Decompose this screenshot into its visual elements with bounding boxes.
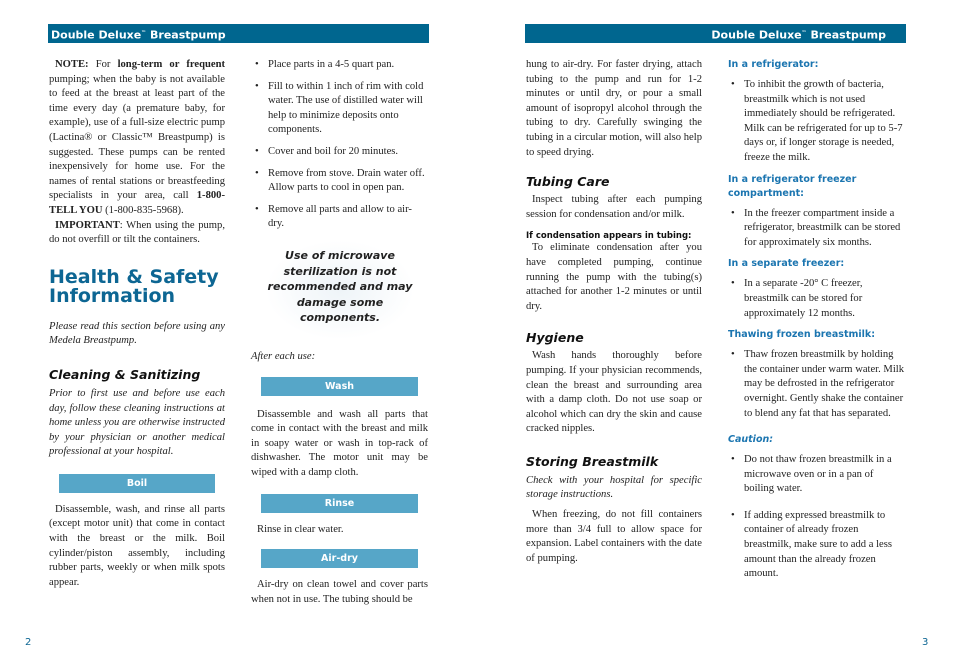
important-label: IMPORTANT: [55, 219, 120, 231]
wash-text: Disassemble and wash all parts that come in contact with the breast and milk in soapy water or wash in top-rack of dishwasher. The motor unit may be wiped with a damp cloth.: [251, 408, 428, 478]
t: For: [88, 59, 118, 70]
cleaning-intro: Prior to first use and before use each day, follow these cleaning instructions at home unless you are otherwise instructed by your physician or another medical professional at your hospital.: [49, 387, 225, 458]
thaw-heading: Thawing frozen breastmilk:: [728, 329, 876, 341]
header-bar-left: [48, 24, 429, 43]
after-each-use: After each use:: [251, 351, 316, 362]
list-item: • If adding expressed breastmilk to container of already frozen breastmilk, make sure to add a less amount than the already frozen amount.: [744, 509, 905, 582]
storing-heading: Storing Breastmilk: [526, 453, 659, 469]
list-item: • Fill to within 1 inch of rim with cold water. The use of distilled water will help to minimize deposits onto components.: [268, 80, 428, 138]
hygiene-text: Wash hands thoroughly before pumping. If your physician recommends, clean the breast and surrounding area with a damp cloth. Do not use soap or alcohol which can dry the skin and cause cracked nipples.: [526, 350, 702, 435]
right-col1: [526, 58, 702, 566]
list-item: • Cover and boil for 20 minutes.: [268, 145, 428, 160]
page-number: 3: [922, 637, 929, 648]
hygiene-heading: Hygiene: [526, 330, 584, 346]
list-item: • In a separate -20° C freezer, breastmilk can be stored for approximately 12 months.: [744, 277, 905, 321]
t: pumping; when the baby is not available to feed at the breast at least part of the time every day (a premature baby, for example), use of a full-size electric pump (Lactina® or Classic™ Breastpump) is suggested. These pumps can be rented inexpensively for home use. For the names of rental stations or breastfeeding specialists in your area, call: [49, 73, 225, 202]
tm: ™: [801, 30, 807, 36]
boil-steps: [252, 58, 428, 232]
left-col2-bottom: [251, 350, 428, 607]
fridge-heading: In a refrigerator:: [728, 59, 819, 70]
boil-text: Disassemble, wash, and rinse all parts (except motor unit) that come in contact with the breast or the milk. Boil cylinder/piston assembly, including rubber parts, weekly or when milk spots appear.: [49, 503, 225, 588]
sep-freezer-heading: In a separate freezer:: [728, 258, 845, 270]
rinse-label: Rinse: [261, 494, 418, 513]
phone: 1-800-TELL YOU: [49, 190, 225, 216]
list-item: • Thaw frozen breastmilk by holding the container under warm water. Milk may be defrosted in the refrigerator overnight. Gently shake the container to blend any fat that has separated.: [744, 348, 905, 421]
tm: ™: [141, 30, 147, 36]
left-col1: [49, 58, 225, 590]
left-col2: [252, 58, 428, 239]
storing-intro: Check with your hospital for specific storage instructions.: [526, 474, 702, 501]
list-item: • Do not thaw frozen breastmilk in a microwave oven or in a pan of boiling water.: [744, 453, 905, 497]
list-item: • To inhibit the growth of bacteria, breastmilk which is not used immediately should be refrigerated. Milk can be refrigerated for up to 5-7 days or, if longer storage is needed, freeze the milk.: [744, 78, 905, 166]
list-item: • Place parts in a 4-5 quart pan.: [268, 58, 428, 73]
airdry-text: Air-dry on clean towel and cover parts when not in use. The tubing should be: [251, 579, 428, 605]
condensation-heading: If condensation appears in tubing:: [526, 231, 692, 242]
intro: Please read this section before using any Medela Breastpump.: [49, 320, 225, 347]
condensation-text: To eliminate condensation after you have completed pumping, continue running the pump with the tubing(s) attached for another 1-2 minutes or until dry.: [526, 242, 702, 312]
header-title2: Breastpump: [806, 28, 886, 42]
note-label: NOTE:: [55, 59, 89, 70]
wash-label: Wash: [261, 377, 418, 396]
header-title: Double Deluxe: [51, 28, 142, 42]
page-number: 2: [25, 637, 32, 648]
airdry-label: Air-dry: [261, 549, 418, 568]
list-item: • In the freezer compartment inside a refrigerator, breastmilk can be stored for approximately six months.: [744, 207, 905, 251]
t: : When using the pump, do not overfill or tilt the containers.: [49, 219, 225, 246]
tubing-dry-text: hung to air-dry. For faster drying, attach tubing to the pump and run for 1-2 minutes or until dry, or pour a small amount of isopropyl alcohol through the tubing to dry. Carefully swinging the tubing in a circular motion, will also help to speed drying.: [526, 59, 702, 158]
important-paragraph: [49, 219, 225, 248]
section-title: Health & Safety Information: [49, 265, 219, 307]
warning-text: Use of microwave sterilization is not recommended and may damage some components.: [267, 249, 413, 324]
tubing-heading: Tubing Care: [526, 174, 610, 190]
tubing-text: Inspect tubing after each pumping session for condensation and/or milk.: [526, 194, 702, 220]
rinse-text: Rinse in clear water.: [257, 523, 344, 535]
boil-label: Boil: [59, 474, 215, 493]
t: (1-800-835-5968).: [102, 204, 184, 216]
header-bar-right: [525, 24, 906, 43]
fridge-freezer-heading: In a refrigerator freezer compartment:: [728, 173, 857, 199]
note-paragraph: [49, 58, 225, 219]
caution-heading: Caution:: [728, 434, 774, 446]
header-title2: Breastpump: [146, 28, 226, 42]
right-col2: [728, 58, 905, 589]
header-title: Double Deluxe: [711, 28, 802, 42]
list-item: • Remove all parts and allow to air-dry.: [268, 203, 428, 232]
microwave-warning: [265, 240, 415, 340]
storing-text: When freezing, do not fill containers more than 3/4 full to allow space for expansion. Label containers with the date of pumping.: [526, 509, 702, 564]
cleaning-heading: Cleaning & Sanitizing: [49, 366, 201, 382]
list-item: • Remove from stove. Drain water off. Allow parts to cool in open pan.: [268, 167, 428, 196]
t: long-term or frequent: [117, 59, 226, 70]
